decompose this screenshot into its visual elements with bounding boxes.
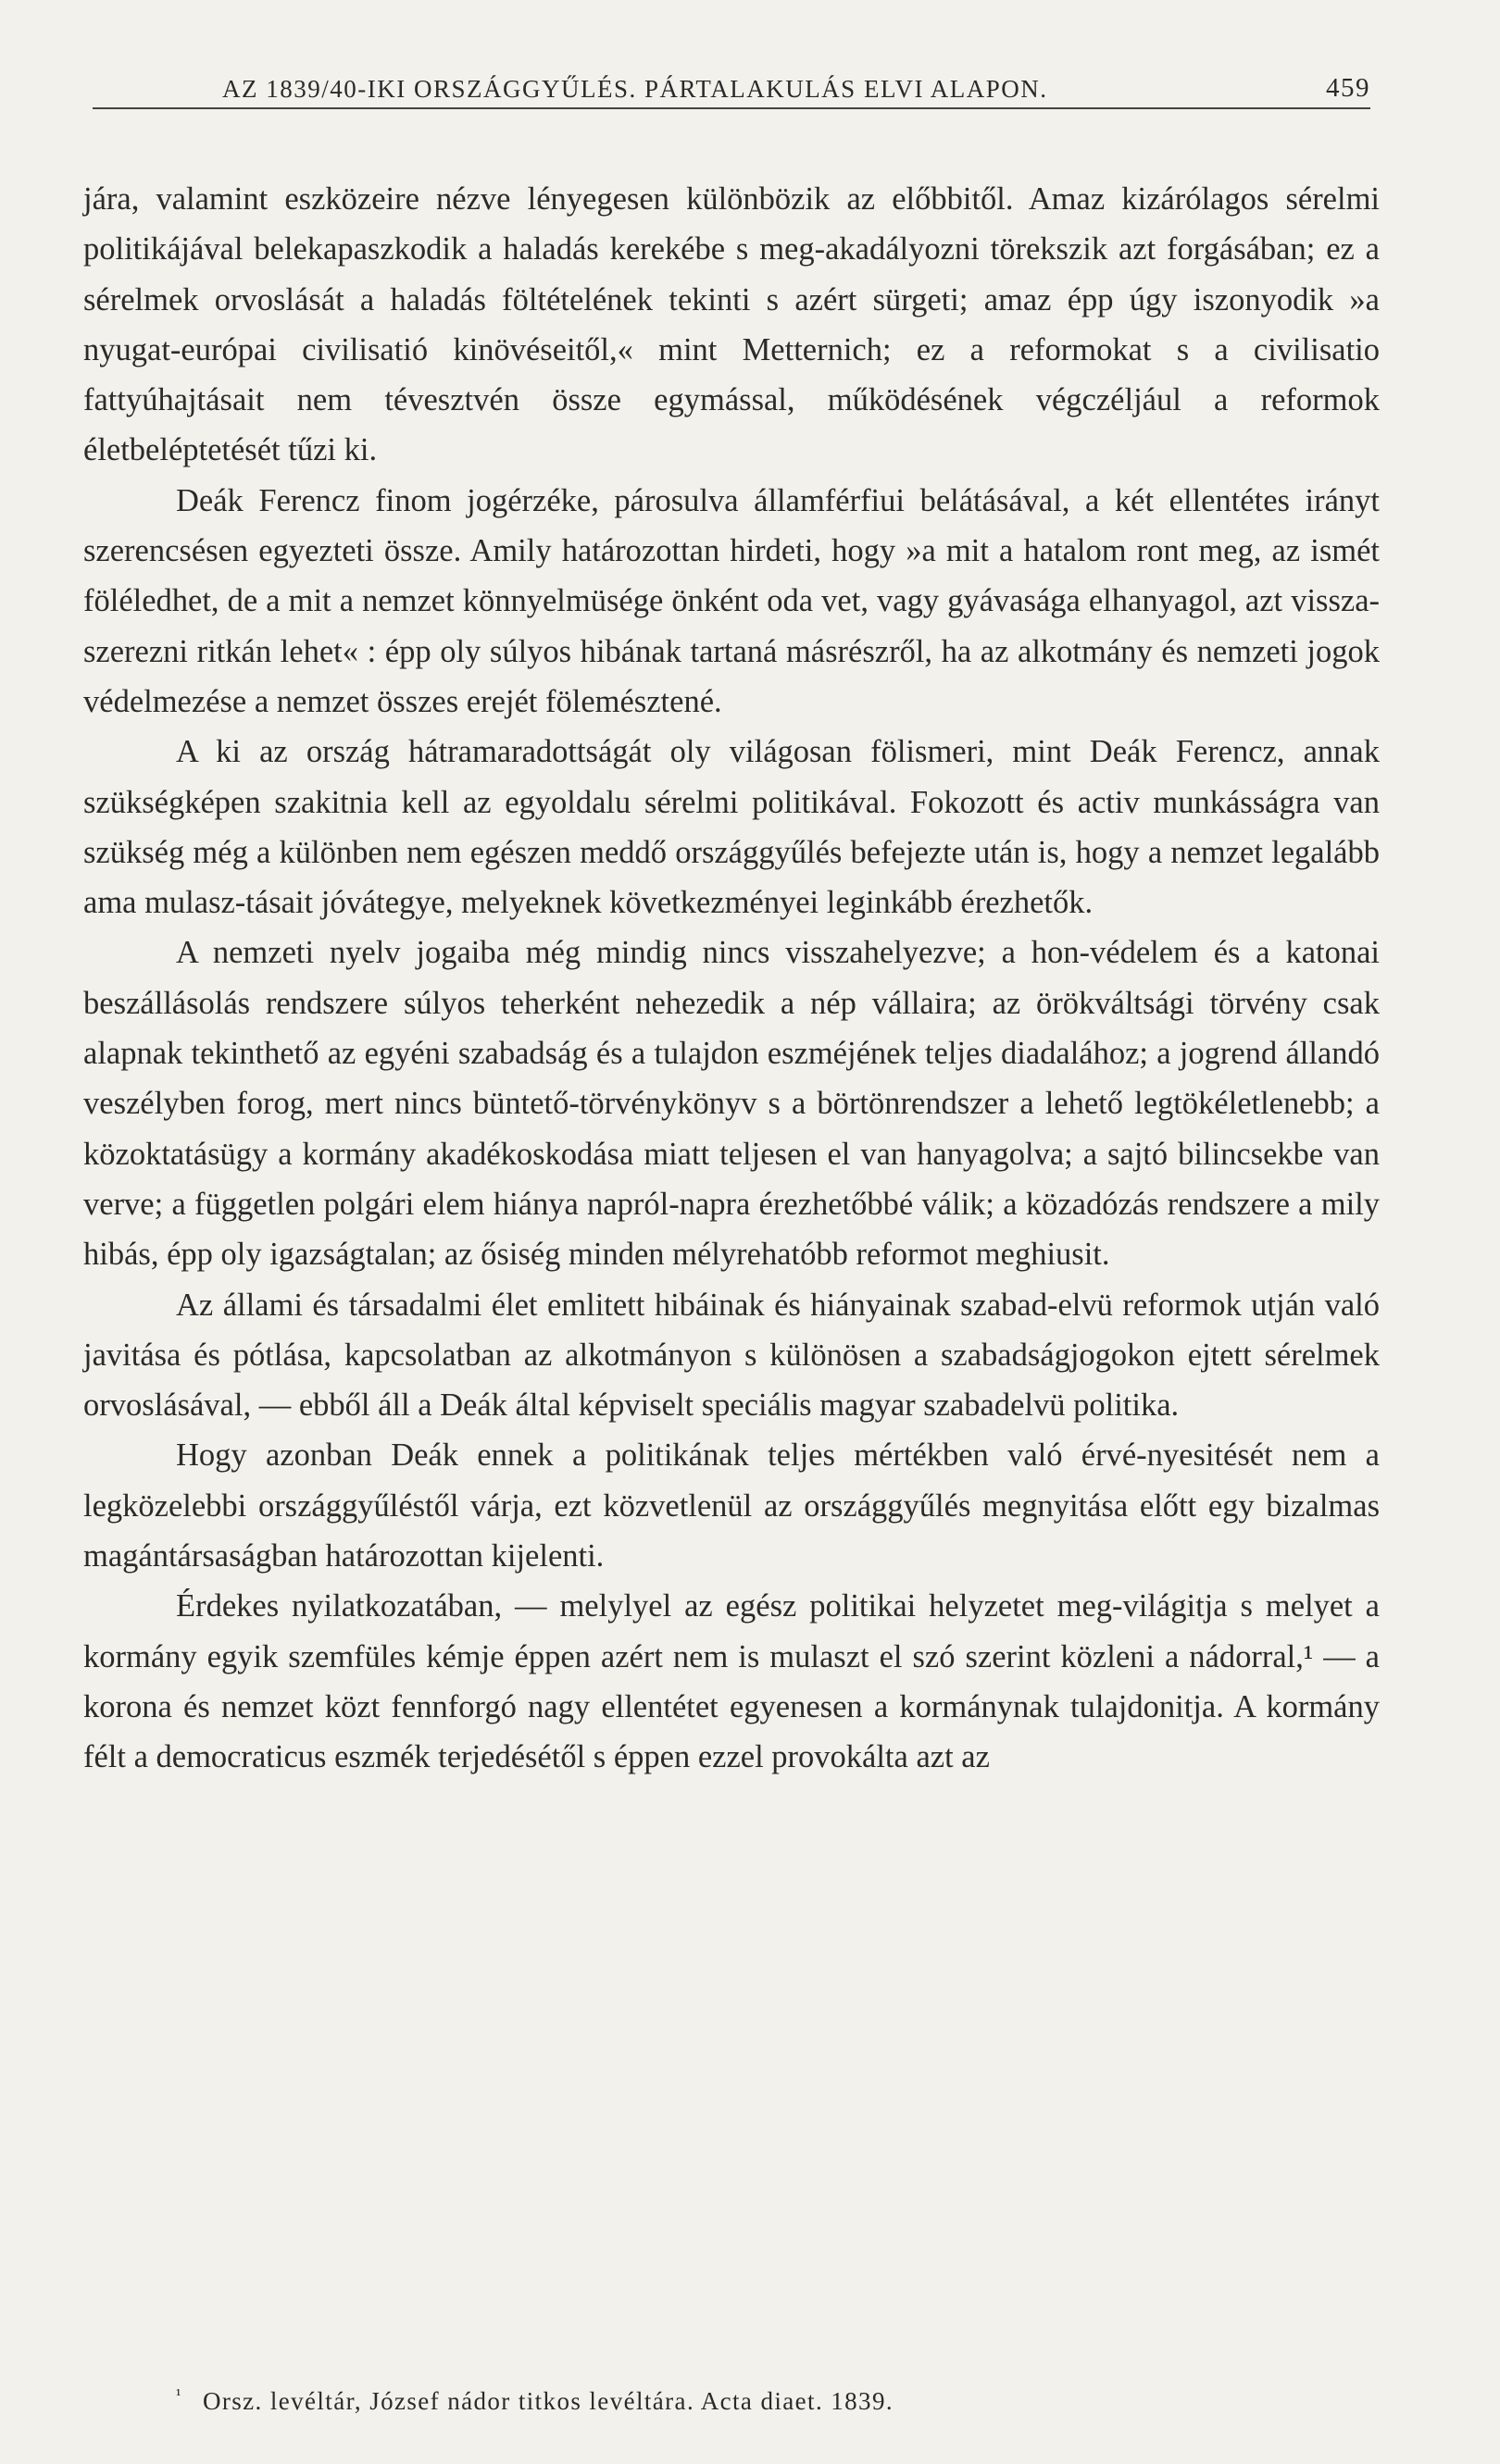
paragraph-3: A ki az ország hátramaradottságát oly világosan fölismeri, mint Deák Ferencz, annak szükségképen szakitnia kell az egyoldalu sérelmi politikával. Fokozott és activ munkásságra van szükség még a különben nem egészen meddő országgyűlés befejezte után is, hogy a nemzet legalább ama mulasz-tásait jóvátegye, melyeknek következményei leginkább érezhetők.	[83, 734, 1380, 921]
footnote-text: Orsz. levéltár, József nádor titkos levéltára. Acta diaet. 1839.	[202, 2387, 894, 2415]
page-number: 459	[1326, 73, 1370, 103]
paragraph-5: Az állami és társadalmi élet emlitett hibáinak és hiányainak szabad-elvü reformok utján való javitása és pótlása, kapcsolatban az alkotmányon s különösen a szabadságjogokon ejtett sérelmek orvoslásával, — ebből áll a Deák által képviselt speciális magyar szabadelvü politika.	[83, 1287, 1380, 1424]
paragraph-1: jára, valamint eszközeire nézve lényegesen különbözik az előbbitől. Amaz kizárólagos sérelmi politikájával belekapaszkodik a haladás kerekébe s meg-akadályozni törekszik azt forgásában; ez a sérelmek orvoslását a haladás föltételének tekinti s azért sürgeti; amaz épp úgy iszonyodik »a nyugat-európai civilisatió kinövéseitől,« mint Metternich; ez a reformokat s a civilisatio fattyúhajtásait nem tévesztvén össze egymással, működésének végczéljául a reformok életbeléptetését tűzi ki.	[83, 181, 1380, 468]
running-title: AZ 1839/40-IKI ORSZÁGGYŰLÉS. PÁRTALAKULÁS ELVI ALAPON.	[222, 75, 1048, 103]
footnote-marker: ¹	[176, 2385, 182, 2404]
main-text	[83, 174, 1380, 1783]
paragraph-7: Érdekes nyilatkozatában, — melylyel az egész politikai helyzetet meg-világitja s melyet a kormány egyik szemfüles kémje éppen azért nem is mulaszt el szó szerint közleni a nádorral,¹ — a korona és nemzet közt fennforgó nagy ellentétet egyenesen a kormánynak tulajdonitja. A kormány félt a democraticus eszmék terjedésétől s éppen ezzel provokálta azt az	[83, 1588, 1380, 1775]
running-header	[93, 56, 1370, 109]
footnote	[176, 2379, 1287, 2417]
paragraph-2: Deák Ferencz finom jogérzéke, párosulva államférfiui belátásával, a két ellentétes irányt szerencsésen egyezteti össze. Amily határozottan hirdeti, hogy »a mit a hatalom ront meg, az ismét föléledhet, de a mit a nemzet könnyelmüsége önként oda vet, vagy gyávasága elhanyagol, azt vissza-szerezni ritkán lehet« : épp oly súlyos hibának tartaná másrészről, ha az alkotmány és nemzeti jogok védelmezése a nemzet összes erejét fölemésztené.	[83, 482, 1380, 719]
paragraph-4: A nemzeti nyelv jogaiba még mindig nincs visszahelyezve; a hon-védelem és a katonai beszállásolás rendszere súlyos teherként nehezedik a nép vállaira; az örökváltsági törvény csak alapnak tekinthető az egyéni szabadság és a tulajdon eszméjének teljes diadalához; a jogrend állandó veszélyben forog, mert nincs büntető-törvénykönyv s a börtönrendszer a lehető legtökéletlenebb; a közoktatásügy a kormány akadékoskodása miatt teljesen el van hanyagolva; a sajtó bilincsekbe van verve; a független polgári elem hiánya napról-napra érezhetőbbé válik; a közadózás rendszere a mily hibás, épp oly igazságtalan; az ősiség minden mélyrehatóbb reformot meghiusit.	[83, 935, 1380, 1273]
paragraph-6: Hogy azonban Deák ennek a politikának teljes mértékben való érvé-nyesitését nem a legközelebbi országgyűléstől várja, ezt közvetlenül az országgyűlés megnyitása előtt egy bizalmas magántársaságban határozottan kijelenti.	[83, 1437, 1380, 1574]
